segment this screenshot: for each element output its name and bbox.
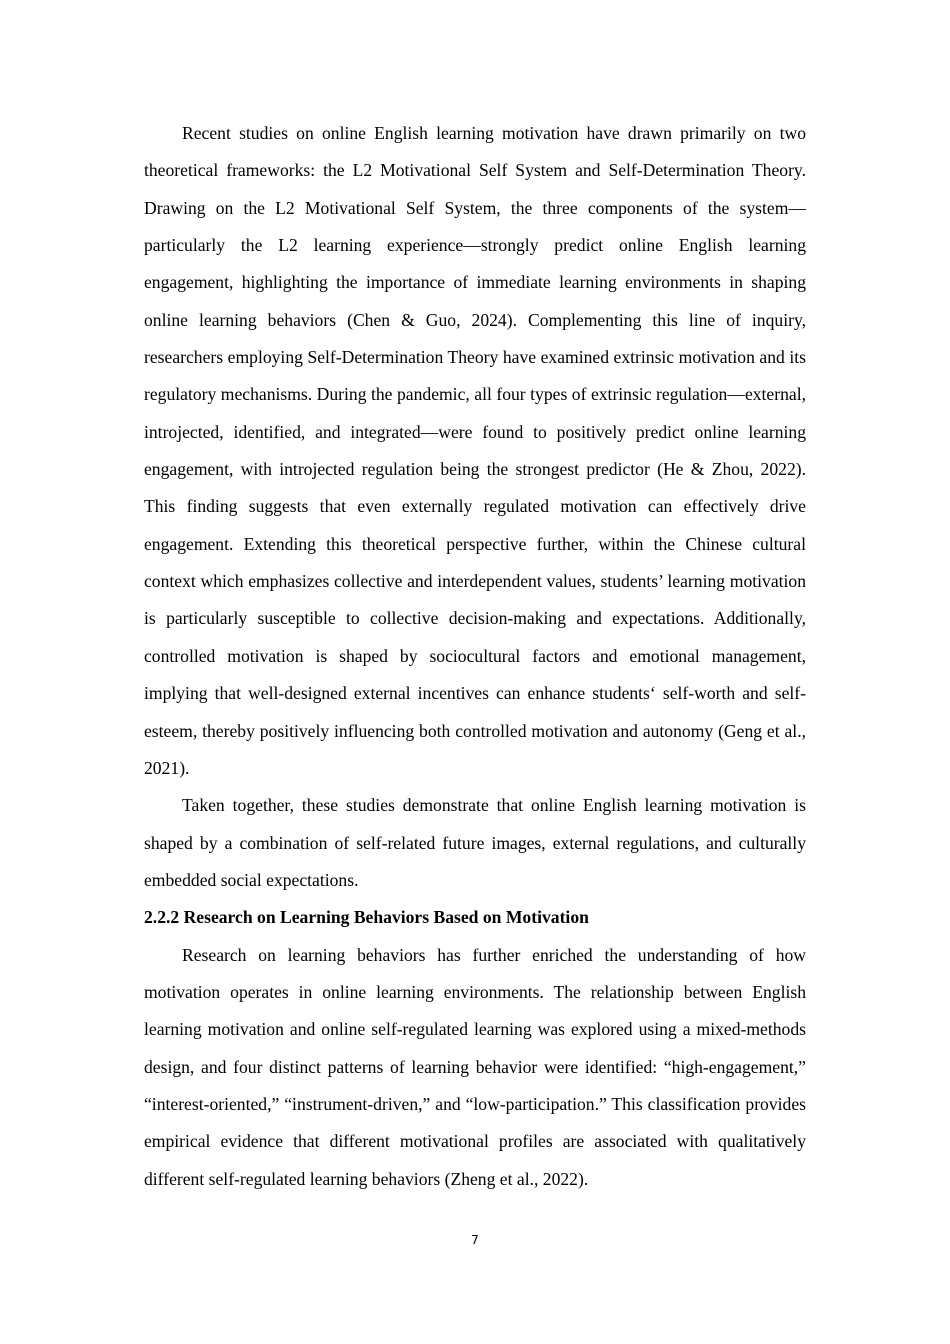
page-body — [144, 115, 806, 1198]
body-paragraph: Research on learning behaviors has further enriched the understanding of how motivation operates in online learning environments. The relationship between English learning motivation and online self-regulated learning was explored using a mixed-methods design, and four distinct patterns of learning behavior were identified: “high-engagement,” “interest-oriented,” “instrument-driven,” and “low-participation.” This classification provides empirical evidence that different motivational profiles are associated with qualitatively different self-regulated learning behaviors (Zheng et al., 2022). — [144, 944, 806, 1189]
body-paragraph: Taken together, these studies demonstrate that online English learning motivation is shaped by a combination of self-related future images, external regulations, and culturally embedded social expectations. — [144, 795, 806, 890]
section-heading: 2.2.2 Research on Learning Behaviors Based on Motivation — [144, 907, 589, 928]
page-number: 7 — [471, 1233, 479, 1247]
body-paragraph: Recent studies on online English learning motivation have drawn primarily on two theoretical frameworks: the L2 Motivational Self System and Self-Determination Theory. Drawing on the L2 Motivational Self System, the three components of the system—particularly the L2 learning experience—strongly predict online English learning engagement, highlighting the importance of immediate learning environments in shaping online learning behaviors (Chen & Guo, 2024). Complementing this line of inquiry, researchers employing Self-Determination Theory have examined extrinsic motivation and its regulatory mechanisms. During the pandemic, all four types of extrinsic regulation—external, introjected, identified, and integrated—were found to positively predict online learning engagement, with introjected regulation being the strongest predictor (He & Zhou, 2022). This finding suggests that even externally regulated motivation can effectively drive engagement. Extending this theoretical perspective further, within the Chinese cultural context which emphasizes collective and interdependent values, students’ learning motivation is particularly susceptible to collective decision-making and expectations. Additionally, controlled motivation is shaped by sociocultural factors and emotional management, implying that well-designed external incentives can enhance students‘ self-worth and self-esteem, thereby positively influencing both controlled motivation and autonomy (Geng et al., 2021). — [144, 123, 806, 778]
